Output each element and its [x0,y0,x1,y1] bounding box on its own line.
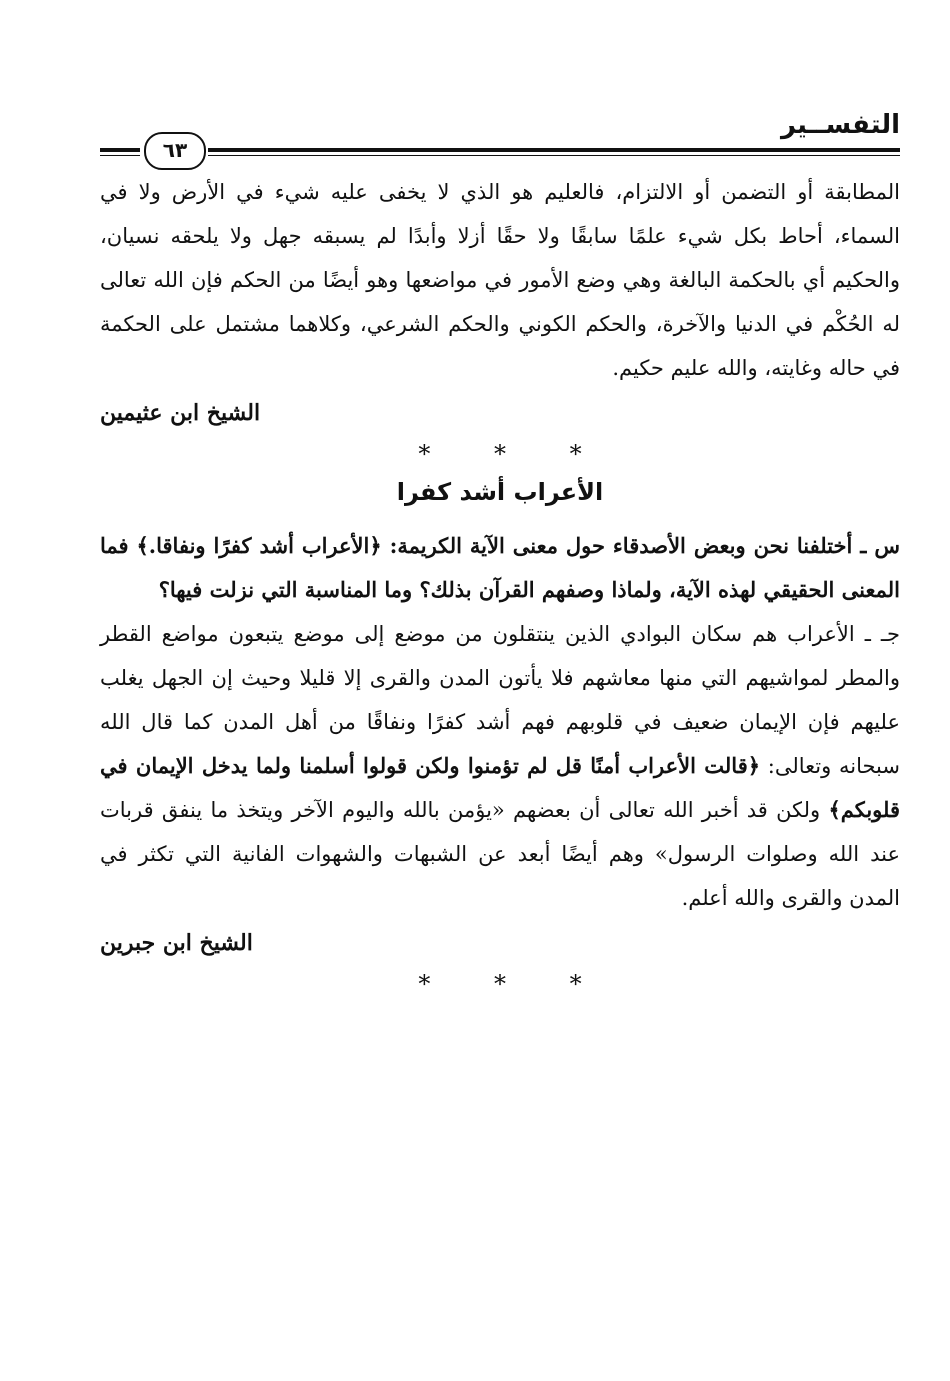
section-separator: * * * [418,440,610,468]
running-title: التفســير [780,110,900,140]
signature-ibn-jibrin: الشيخ ابن جبرين [100,930,253,956]
answer-paragraph [100,612,900,920]
answer-text-2: ولكن قد أخبر الله تعالى أن بعضهم «يؤمن بالله واليوم الآخر ويتخذ ما ينفق قربات عند الله وصلوات الرسول» وهم أيضًا أبعد عن الشبهات والشهوات الفانية التي تكثر في المدن والقرى والله أعلم. [100,798,900,910]
page-number: ٦٣ [144,132,206,170]
section-title: الأعراب أشد كفرا [396,478,604,506]
end-separator: * * * [418,970,610,998]
answer-text-1: جـ ـ الأعراب هم سكان البوادي الذين ينتقلون من موضع إلى موضع يتبعون مواضع القطر والمطر لمواشيهم التي منها معاشهم فلا يأتون المدن والقرى إلا قليلا وحيث إن الجهل يغلب عليهم فإن الإيمان ضعيف في قلوبهم فهم أشد كفرًا ونفاقًا من أهل المدن كما قال الله سبحانه وتعالى: [100,622,900,778]
signature-ibn-uthaymin: الشيخ ابن عثيمين [100,400,261,426]
page [100,110,900,998]
header-rule [208,148,900,156]
page-header [100,110,900,170]
quranic-verse: ﴿قالت الأعراب أمنًا قل لم تؤمنوا ولكن قولوا أسلمنا ولما يدخل الإيمان في قلوبكم﴾ [100,753,900,822]
header-rule-short [100,148,140,156]
intro-paragraph: المطابقة أو التضمن أو الالتزام، فالعليم هو الذي لا يخفى عليه شيء في الأرض ولا في السماء، أحاط بكل شيء علمًا سابقًا ولا حقًا أزلا وأبدًا لم يسبقه جهل ولا يلحقه نسيان، والحكيم أي بالحكمة البالغة وهي وضع الأمور في مواضعها وهو أيضًا من الحكم فإن الله تعالى له الحُكْم في الدنيا والآخرة، والحكم الكوني والحكم الشرعي، وكلاهما مشتمل على الحكمة في حاله وغايته، والله عليم حكيم. [100,180,900,380]
question-paragraph: س ـ أختلفنا نحن وبعض الأصدقاء حول معنى الآية الكريمة: ﴿الأعراب أشد كفرًا ونفاقا.﴾ فما المعنى الحقيقي لهذه الآية، ولماذا وصفهم القرآن بذلك؟ وما المناسبة التي نزلت فيها؟ [100,533,900,602]
